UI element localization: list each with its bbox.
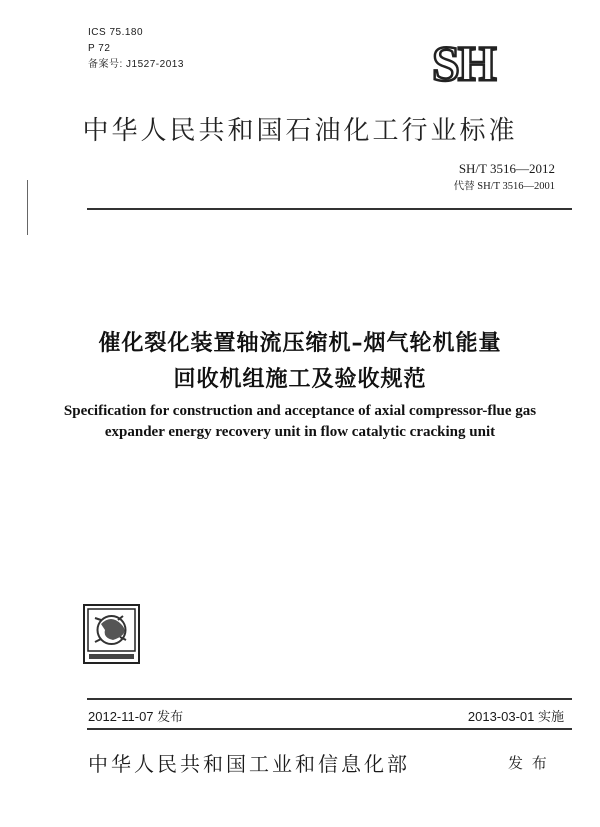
sh-logo: SH <box>432 35 495 91</box>
title-en-line1: Specification for construction and acceptance of axial compressor-flue gas <box>63 403 537 419</box>
filing-number: 备案号: J1527-2013 <box>88 59 184 70</box>
issuer-action: 发 布 <box>508 754 549 772</box>
classification-code: P 72 <box>88 43 111 54</box>
bottom-divider <box>87 698 572 700</box>
title-en-line2: expander energy recovery unit in flow catalytic cracking unit <box>104 424 496 440</box>
implementation-date: 2013-03-01 实施 <box>467 709 564 724</box>
footer-divider <box>87 728 572 730</box>
margin-mark <box>27 180 28 235</box>
top-divider <box>87 208 572 210</box>
replaces-code: 代替 SH/T 3516—2001 <box>453 181 555 192</box>
title-zh-line1: 催化裂化装置轴流压缩机–烟气轮机能量 <box>98 331 502 356</box>
standard-name: 中华人民共和国石油化工行业标准 <box>82 116 518 146</box>
publisher-seal-icon <box>83 604 140 664</box>
standard-code: SH/T 3516—2012 <box>458 161 555 176</box>
title-zh-line2: 回收机组施工及验收规范 <box>173 367 427 392</box>
issue-date: 2012-11-07 发布 <box>88 709 184 724</box>
issuer-name: 中华人民共和国工业和信息化部 <box>88 752 410 776</box>
ics-code: ICS 75.180 <box>88 27 144 38</box>
